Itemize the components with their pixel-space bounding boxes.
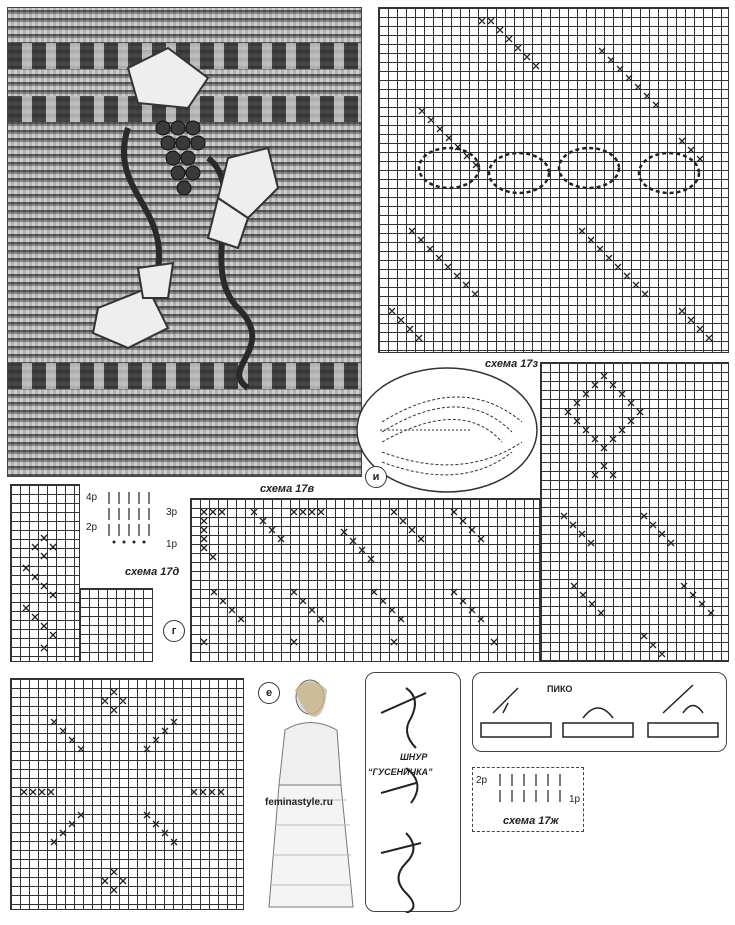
scheme-17d-label: схема 17д [125,566,180,578]
cord-label: ШНУР [400,752,428,762]
crochet-fabric-photo [7,7,362,477]
scheme-17zh-label: схема 17ж [503,815,559,827]
chart-crosses [11,679,245,911]
row-label-1r-17zh: 1р [569,794,581,805]
filet-chart-right-middle [540,362,729,662]
filet-chart-17d [10,484,80,662]
stitch-legend-17d [104,490,164,550]
stitch-legend-17zh [495,772,565,807]
grape-vine-motif [8,8,363,478]
filet-chart-top-right [378,7,729,353]
caterpillar-label: “ГУСЕНИЧКА” [368,767,433,777]
row-label-2r: 2р [86,522,98,533]
filet-chart-17d-extension [79,588,153,662]
row-label-1r: 1р [166,539,178,550]
row-label-3r: 3р [166,507,178,518]
filet-chart-bottom-left [10,678,244,910]
chart-crosses [11,485,81,663]
scheme-17v-label: схема 17в [260,483,315,495]
row-label-4r: 4р [86,492,98,503]
model-photo [255,675,360,910]
site-watermark: feminastyle.ru [265,797,333,808]
badge-i: и [365,466,387,488]
badge-g: г [163,620,185,642]
cord-steps [366,673,462,913]
picot-illustration-panel [472,672,727,752]
chart-crosses [379,8,730,354]
filet-chart-17v [190,498,540,662]
chart-crosses [541,363,730,663]
badge-e: е [258,682,280,704]
cord-illustration-panel [365,672,461,912]
scheme-17z-label: схема 17з [485,358,539,370]
row-label-2r-17zh: 2р [476,775,488,786]
chart-crosses [191,499,541,663]
picot-label: ПИКО [547,684,573,694]
picot-steps [473,673,728,753]
